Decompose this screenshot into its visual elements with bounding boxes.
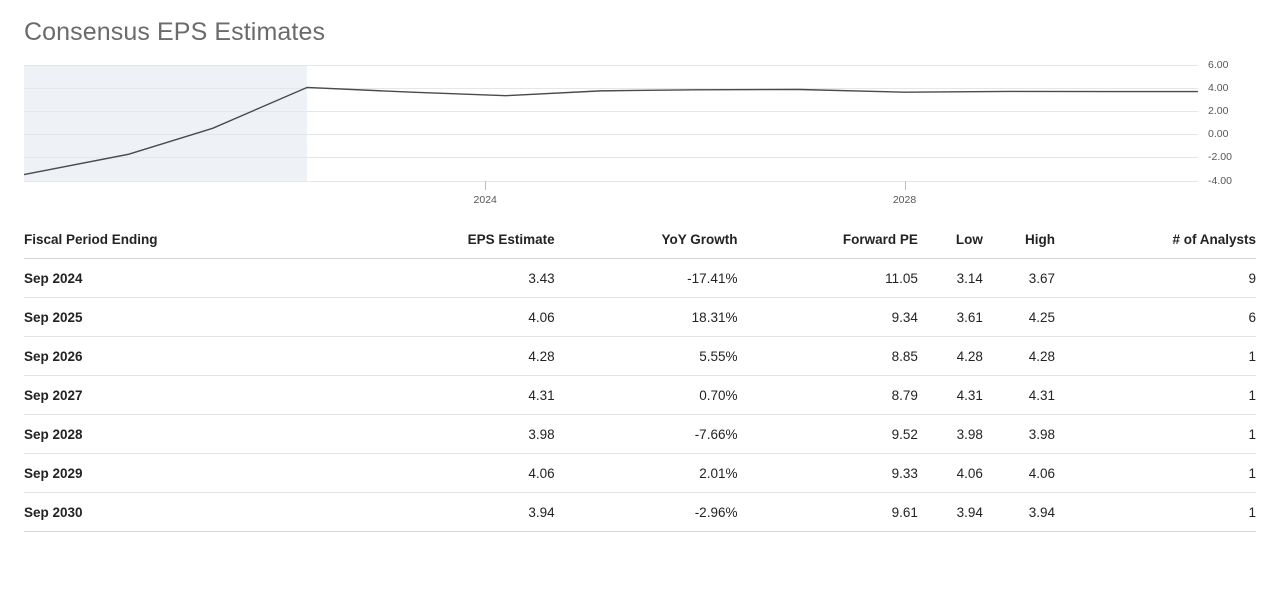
cell-eps-estimate: 4.06	[345, 453, 554, 492]
cell-eps-estimate: 4.28	[345, 336, 554, 375]
cell-high: 4.06	[983, 453, 1055, 492]
cell-forward-pe: 9.33	[737, 453, 917, 492]
cell-forward-pe: 9.34	[737, 297, 917, 336]
cell-fiscal-period: Sep 2024	[24, 258, 345, 297]
y-axis-label: 6.00	[1208, 58, 1229, 71]
column-header-fiscal-period: Fiscal Period Ending	[24, 232, 345, 259]
cell-fiscal-period: Sep 2026	[24, 336, 345, 375]
cell-num-analysts: 1	[1055, 375, 1256, 414]
cell-fiscal-period: Sep 2030	[24, 492, 345, 531]
cell-high: 3.67	[983, 258, 1055, 297]
column-header-yoy-growth: YoY Growth	[555, 232, 738, 259]
cell-num-analysts: 1	[1055, 414, 1256, 453]
cell-fiscal-period: Sep 2028	[24, 414, 345, 453]
column-header-num-analysts: # of Analysts	[1055, 232, 1256, 259]
table-row	[24, 336, 1256, 375]
x-axis-tick	[485, 181, 486, 190]
cell-fiscal-period: Sep 2025	[24, 297, 345, 336]
cell-eps-estimate: 4.31	[345, 375, 554, 414]
cell-low: 4.31	[918, 375, 983, 414]
cell-low: 3.98	[918, 414, 983, 453]
cell-num-analysts: 1	[1055, 453, 1256, 492]
cell-low: 3.61	[918, 297, 983, 336]
cell-yoy-growth: -7.66%	[555, 414, 738, 453]
cell-high: 4.31	[983, 375, 1055, 414]
x-axis-label: 2024	[473, 193, 497, 206]
column-header-high: High	[983, 232, 1055, 259]
cell-num-analysts: 6	[1055, 297, 1256, 336]
cell-yoy-growth: 5.55%	[555, 336, 738, 375]
y-axis-label: -4.00	[1208, 174, 1232, 187]
cell-high: 4.25	[983, 297, 1055, 336]
cell-yoy-growth: -17.41%	[555, 258, 738, 297]
y-axis-label: 0.00	[1208, 128, 1229, 141]
cell-low: 3.14	[918, 258, 983, 297]
cell-eps-estimate: 3.94	[345, 492, 554, 531]
column-header-eps-estimate: EPS Estimate	[345, 232, 554, 259]
chart-plot-area	[24, 65, 1198, 181]
cell-forward-pe: 9.52	[737, 414, 917, 453]
column-header-forward-pe: Forward PE	[737, 232, 917, 259]
cell-yoy-growth: -2.96%	[555, 492, 738, 531]
estimates-table	[24, 232, 1256, 532]
cell-eps-estimate: 3.43	[345, 258, 554, 297]
cell-fiscal-period: Sep 2029	[24, 453, 345, 492]
table-head	[24, 232, 1256, 259]
cell-eps-estimate: 3.98	[345, 414, 554, 453]
chart-x-axis	[24, 181, 1198, 219]
table-row	[24, 414, 1256, 453]
y-axis-label: 4.00	[1208, 81, 1229, 94]
cell-yoy-growth: 18.31%	[555, 297, 738, 336]
cell-forward-pe: 8.85	[737, 336, 917, 375]
page-title: Consensus EPS Estimates	[24, 18, 326, 46]
eps-estimates-chart	[24, 58, 1256, 220]
cell-high: 4.28	[983, 336, 1055, 375]
x-axis-tick	[905, 181, 906, 190]
cell-forward-pe: 11.05	[737, 258, 917, 297]
table-row	[24, 453, 1256, 492]
cell-num-analysts: 1	[1055, 492, 1256, 531]
cell-yoy-growth: 2.01%	[555, 453, 738, 492]
table-body	[24, 258, 1256, 531]
cell-high: 3.94	[983, 492, 1055, 531]
x-axis-label: 2028	[892, 193, 917, 206]
column-header-low: Low	[918, 232, 983, 259]
cell-forward-pe: 9.61	[737, 492, 917, 531]
cell-num-analysts: 1	[1055, 336, 1256, 375]
cell-yoy-growth: 0.70%	[555, 375, 738, 414]
cell-low: 3.94	[918, 492, 983, 531]
cell-low: 4.28	[918, 336, 983, 375]
cell-eps-estimate: 4.06	[345, 297, 554, 336]
table-row	[24, 492, 1256, 531]
y-axis-label: -2.00	[1208, 151, 1232, 164]
cell-high: 3.98	[983, 414, 1055, 453]
cell-forward-pe: 8.79	[737, 375, 917, 414]
cell-num-analysts: 9	[1055, 258, 1256, 297]
cell-fiscal-period: Sep 2027	[24, 375, 345, 414]
table-row	[24, 297, 1256, 336]
cell-low: 4.06	[918, 453, 983, 492]
table-header-row	[24, 232, 1256, 259]
table-row	[24, 258, 1256, 297]
chart-y-axis	[1202, 58, 1256, 187]
table-row	[24, 375, 1256, 414]
y-axis-label: 2.00	[1208, 104, 1229, 117]
